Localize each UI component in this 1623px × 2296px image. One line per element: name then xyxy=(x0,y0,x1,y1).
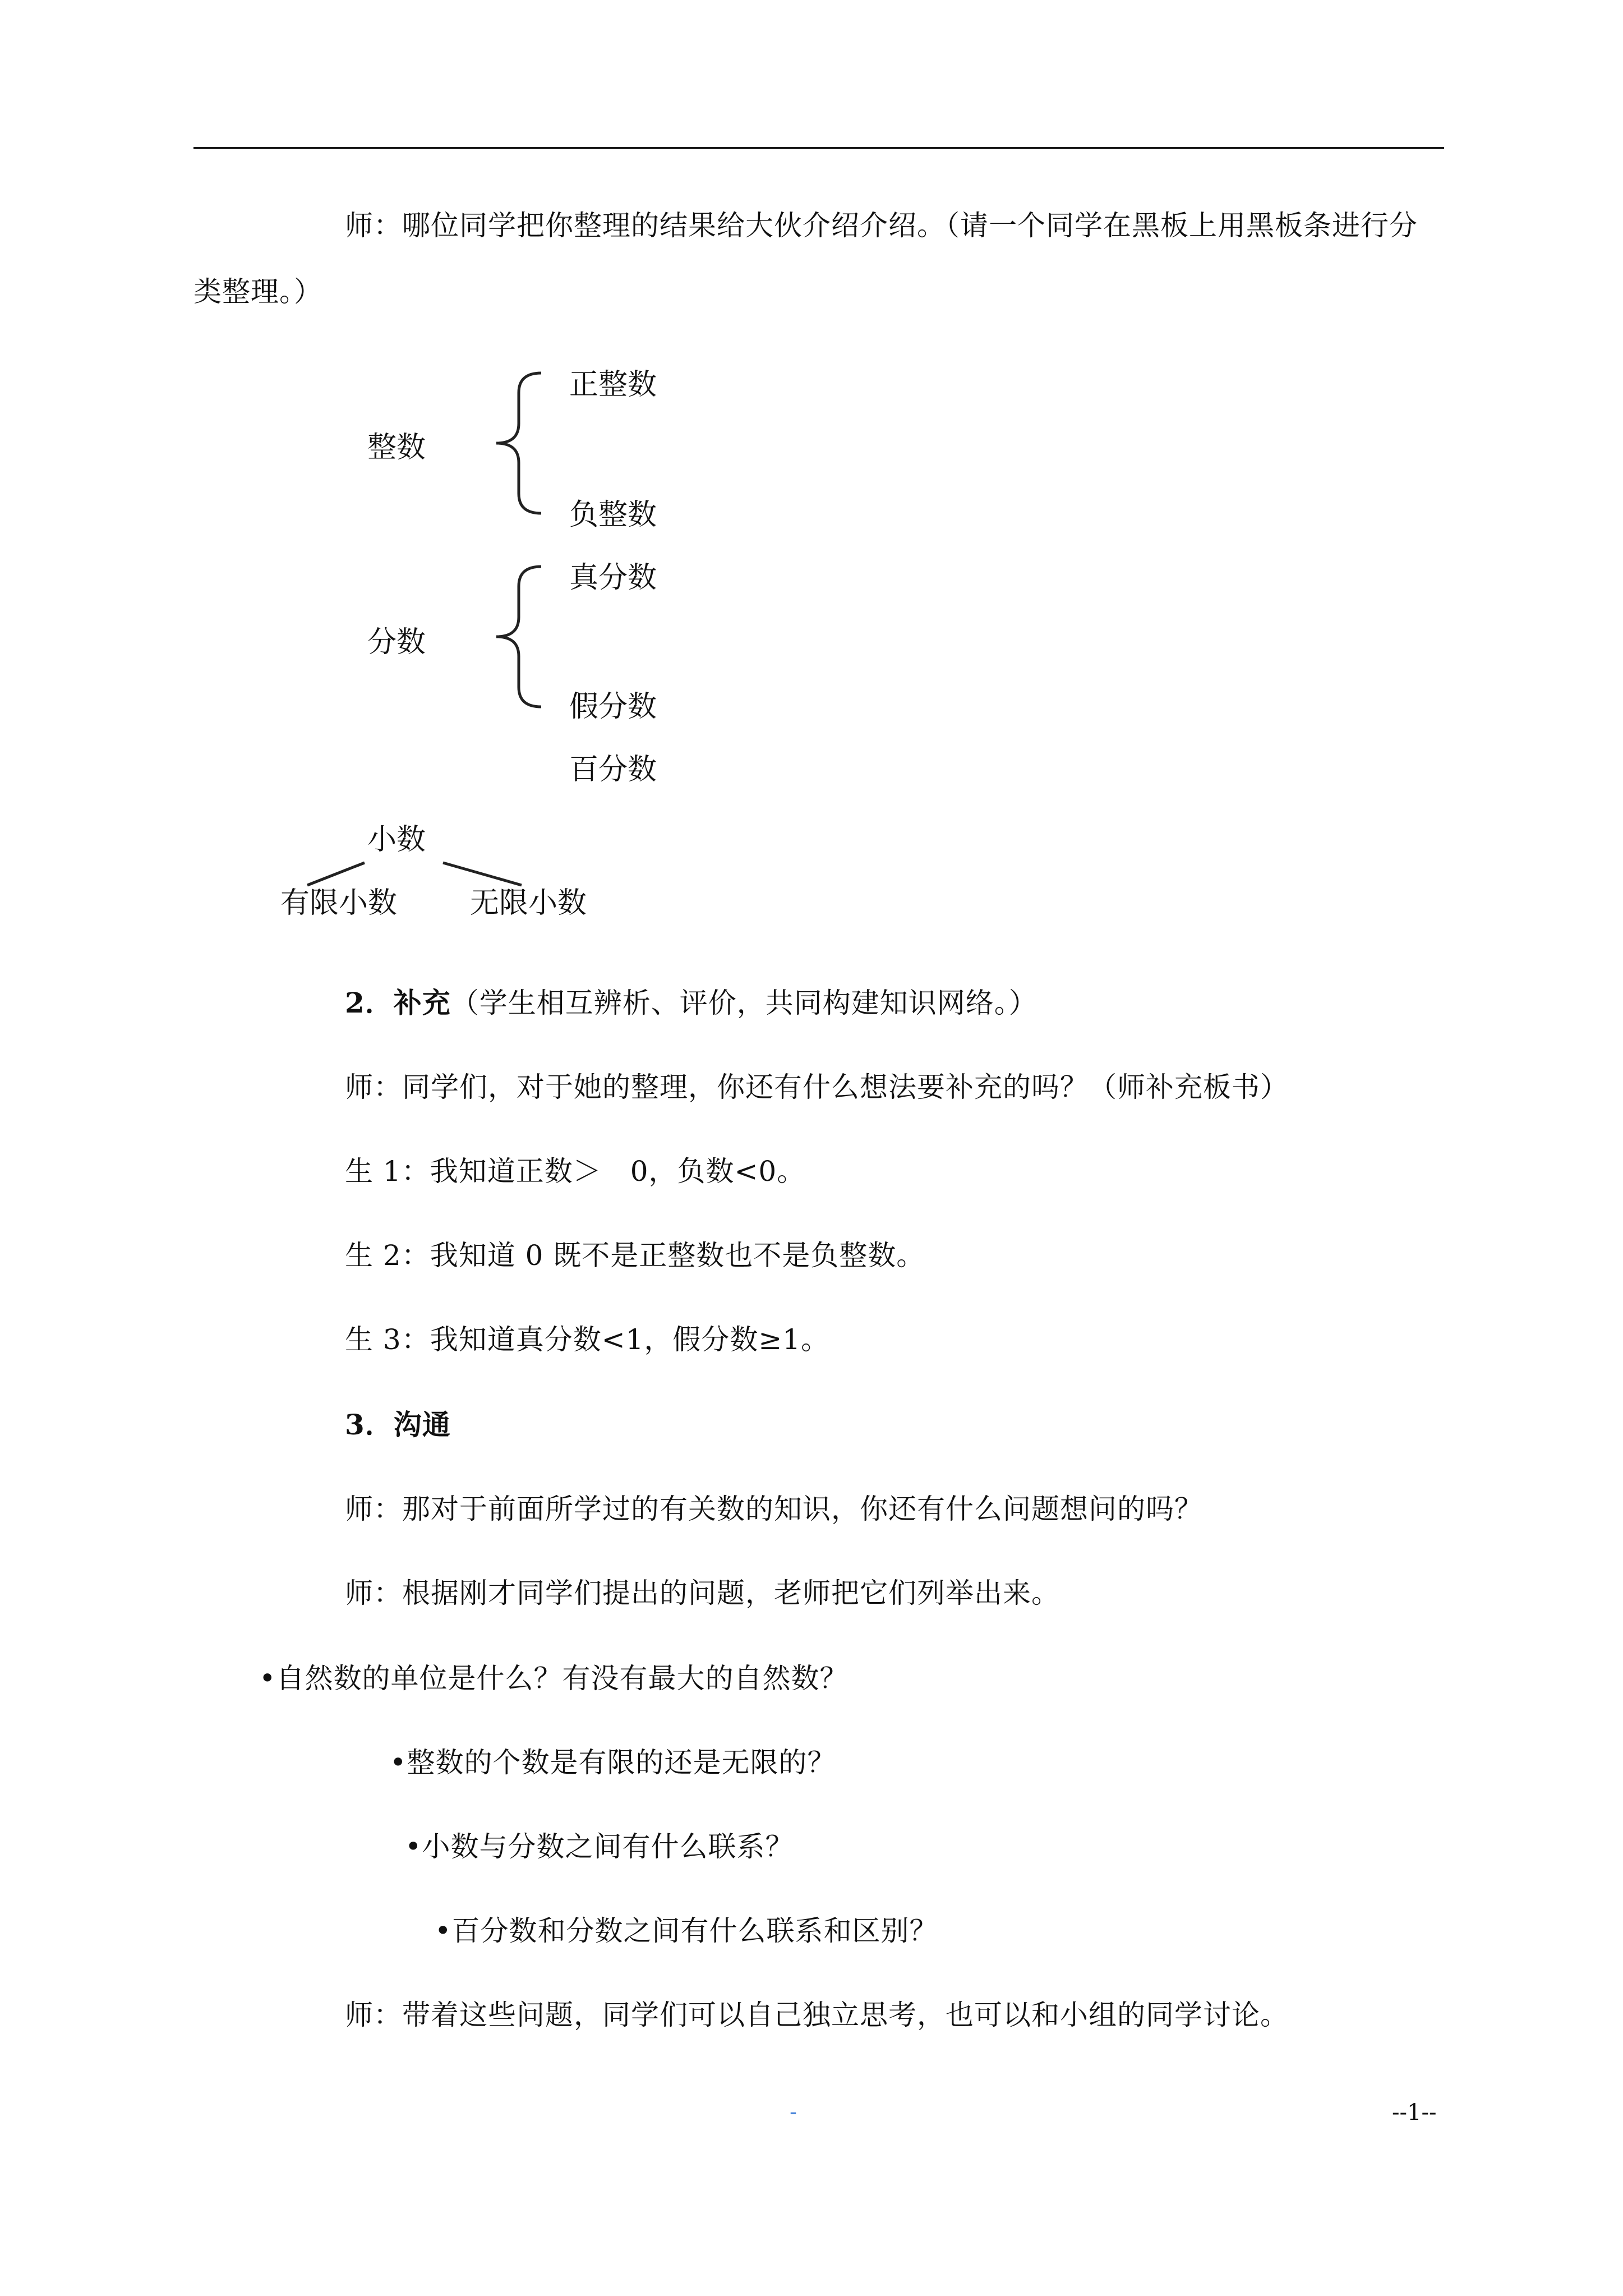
fraction-label: 分数 xyxy=(367,625,426,659)
section-heading: 3．沟通 xyxy=(345,1408,451,1441)
paragraph-line: 师：哪位同学把你整理的结果给大伙介绍介绍。（请一个同学在黑板上用黑板条进行分 xyxy=(345,209,1418,242)
paragraph-line: 师：同学们，对于她的整理，你还有什么想法要补充的吗？（师补充板书） xyxy=(345,1071,1289,1103)
decimal-branch-right xyxy=(443,863,522,885)
finite-decimal-label: 有限小数 xyxy=(280,886,398,920)
paragraph-line: 师：那对于前面所学过的有关数的知识，你还有什么问题想问的吗？ xyxy=(345,1493,1203,1525)
negative-integer-label: 负整数 xyxy=(569,498,657,532)
paragraph-line: 师：根据刚才同学们提出的问题，老师把它们列举出来。 xyxy=(345,1577,1060,1609)
paragraph-line: 生 2：我知道 0 既不是正整数也不是负整数。 xyxy=(345,1239,925,1272)
section-note: （学生相互辨析、评价，共同构建知识网络。） xyxy=(450,987,1038,1019)
section-heading: 2．补充 xyxy=(345,986,451,1019)
integer-label: 整数 xyxy=(367,431,426,464)
decimal-label: 小数 xyxy=(367,823,426,857)
paragraph-line: 生 1：我知道正数＞ 0，负数<0。 xyxy=(345,1155,806,1188)
footer-dash: - xyxy=(790,2101,797,2124)
percent-label: 百分数 xyxy=(569,753,657,786)
page-number: --1-- xyxy=(1392,2100,1437,2125)
integer-brace xyxy=(496,373,541,513)
bullet-item: •小数与分数之间有什么联系？ xyxy=(405,1830,794,1863)
bullet-item: •自然数的单位是什么？有没有最大的自然数？ xyxy=(259,1662,849,1695)
section-2-line xyxy=(345,986,1038,1020)
header-rule xyxy=(193,147,1444,149)
decimal-branch-left xyxy=(307,863,365,885)
positive-integer-label: 正整数 xyxy=(569,368,657,402)
bullet-item: •百分数和分数之间有什么联系和区别？ xyxy=(435,1915,938,1947)
paragraph-line: 生 3：我知道真分数<1，假分数≥1。 xyxy=(345,1323,830,1356)
fraction-brace xyxy=(496,567,541,707)
improper-fraction-label: 假分数 xyxy=(569,690,657,724)
paragraph-line: 师：带着这些问题，同学们可以自己独立思考，也可以和小组的同学讨论。 xyxy=(345,1999,1289,2031)
proper-fraction-label: 真分数 xyxy=(569,561,657,595)
paragraph-line: 类整理。） xyxy=(193,275,322,308)
bullet-item: •整数的个数是有限的还是无限的？ xyxy=(390,1746,836,1779)
infinite-decimal-label: 无限小数 xyxy=(470,886,587,920)
